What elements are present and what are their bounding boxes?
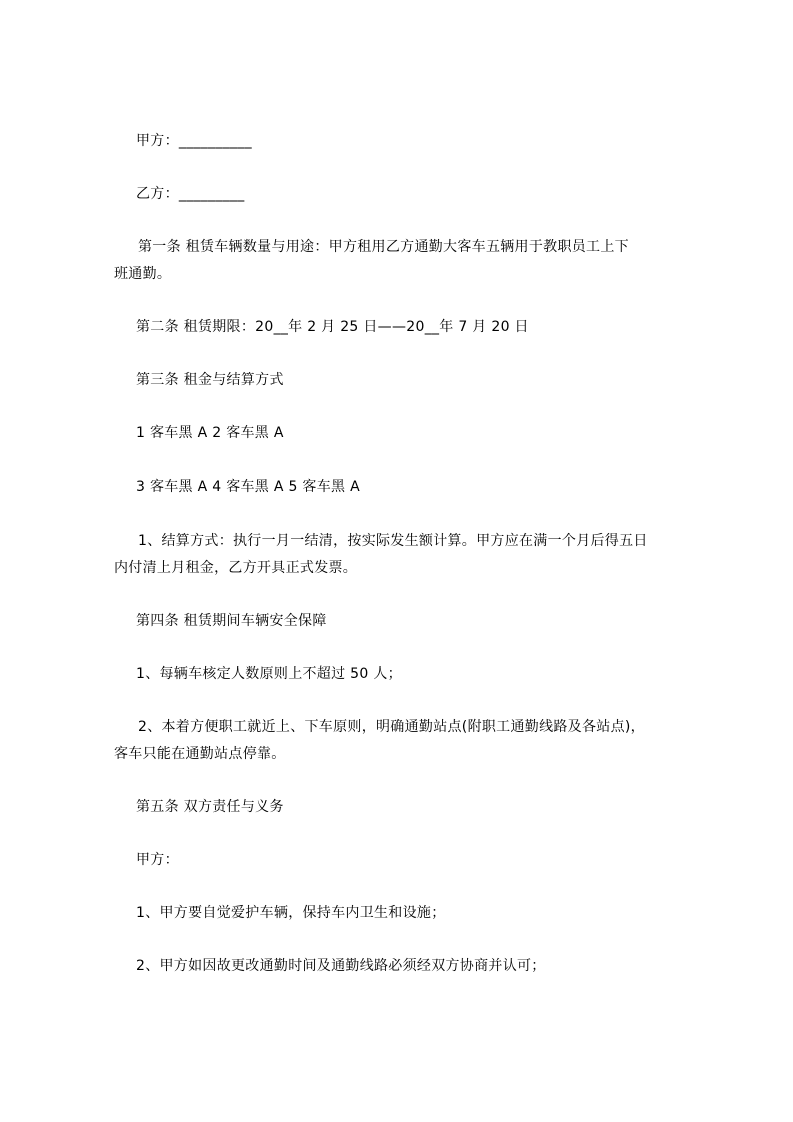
- safety-item-2-line-2: 客车只能在通勤站点停靠。: [114, 746, 286, 762]
- article-2: 第二条 租赁期限：20__年 2 月 25 日——20__年 7 月 20 日: [136, 319, 529, 335]
- article-1-line-2: 班通勤。: [114, 266, 172, 282]
- duty-item-2: 2、甲方如因故更改通勤时间及通勤线路必须经双方协商并认可；: [136, 958, 546, 974]
- article-5-heading: 第五条 双方责任与义务: [136, 799, 284, 815]
- safety-item-2-line-1: 2、本着方便职工就近上、下车原则，明确通勤站点(附职工通勤线路及各站点)，: [138, 719, 645, 735]
- party-b-line: 乙方：_________: [136, 186, 245, 202]
- settlement-line-2: 内付清上月租金，乙方开具正式发票。: [114, 560, 358, 576]
- duty-item-1: 1、甲方要自觉爱护车辆，保持车内卫生和设施；: [136, 905, 446, 921]
- article-1-line-1: 第一条 租赁车辆数量与用途：甲方租用乙方通勤大客车五辆用于教职员工上下: [138, 239, 629, 255]
- vehicle-list-line-2: 3 客车黑 A 4 客车黑 A 5 客车黑 A: [136, 479, 360, 495]
- article-3-heading: 第三条 租金与结算方式: [136, 372, 284, 388]
- party-a-line: 甲方：__________: [136, 133, 252, 149]
- party-a-heading: 甲方：: [136, 852, 179, 868]
- article-4-heading: 第四条 租赁期间车辆安全保障: [136, 613, 327, 629]
- safety-item-1: 1、每辆车核定人数原则上不超过 50 人；: [136, 666, 402, 682]
- vehicle-list-line-1: 1 客车黑 A 2 客车黑 A: [136, 425, 284, 441]
- settlement-line-1: 1、结算方式：执行一月一结清，按实际发生额计算。甲方应在满一个月后得五日: [138, 533, 648, 549]
